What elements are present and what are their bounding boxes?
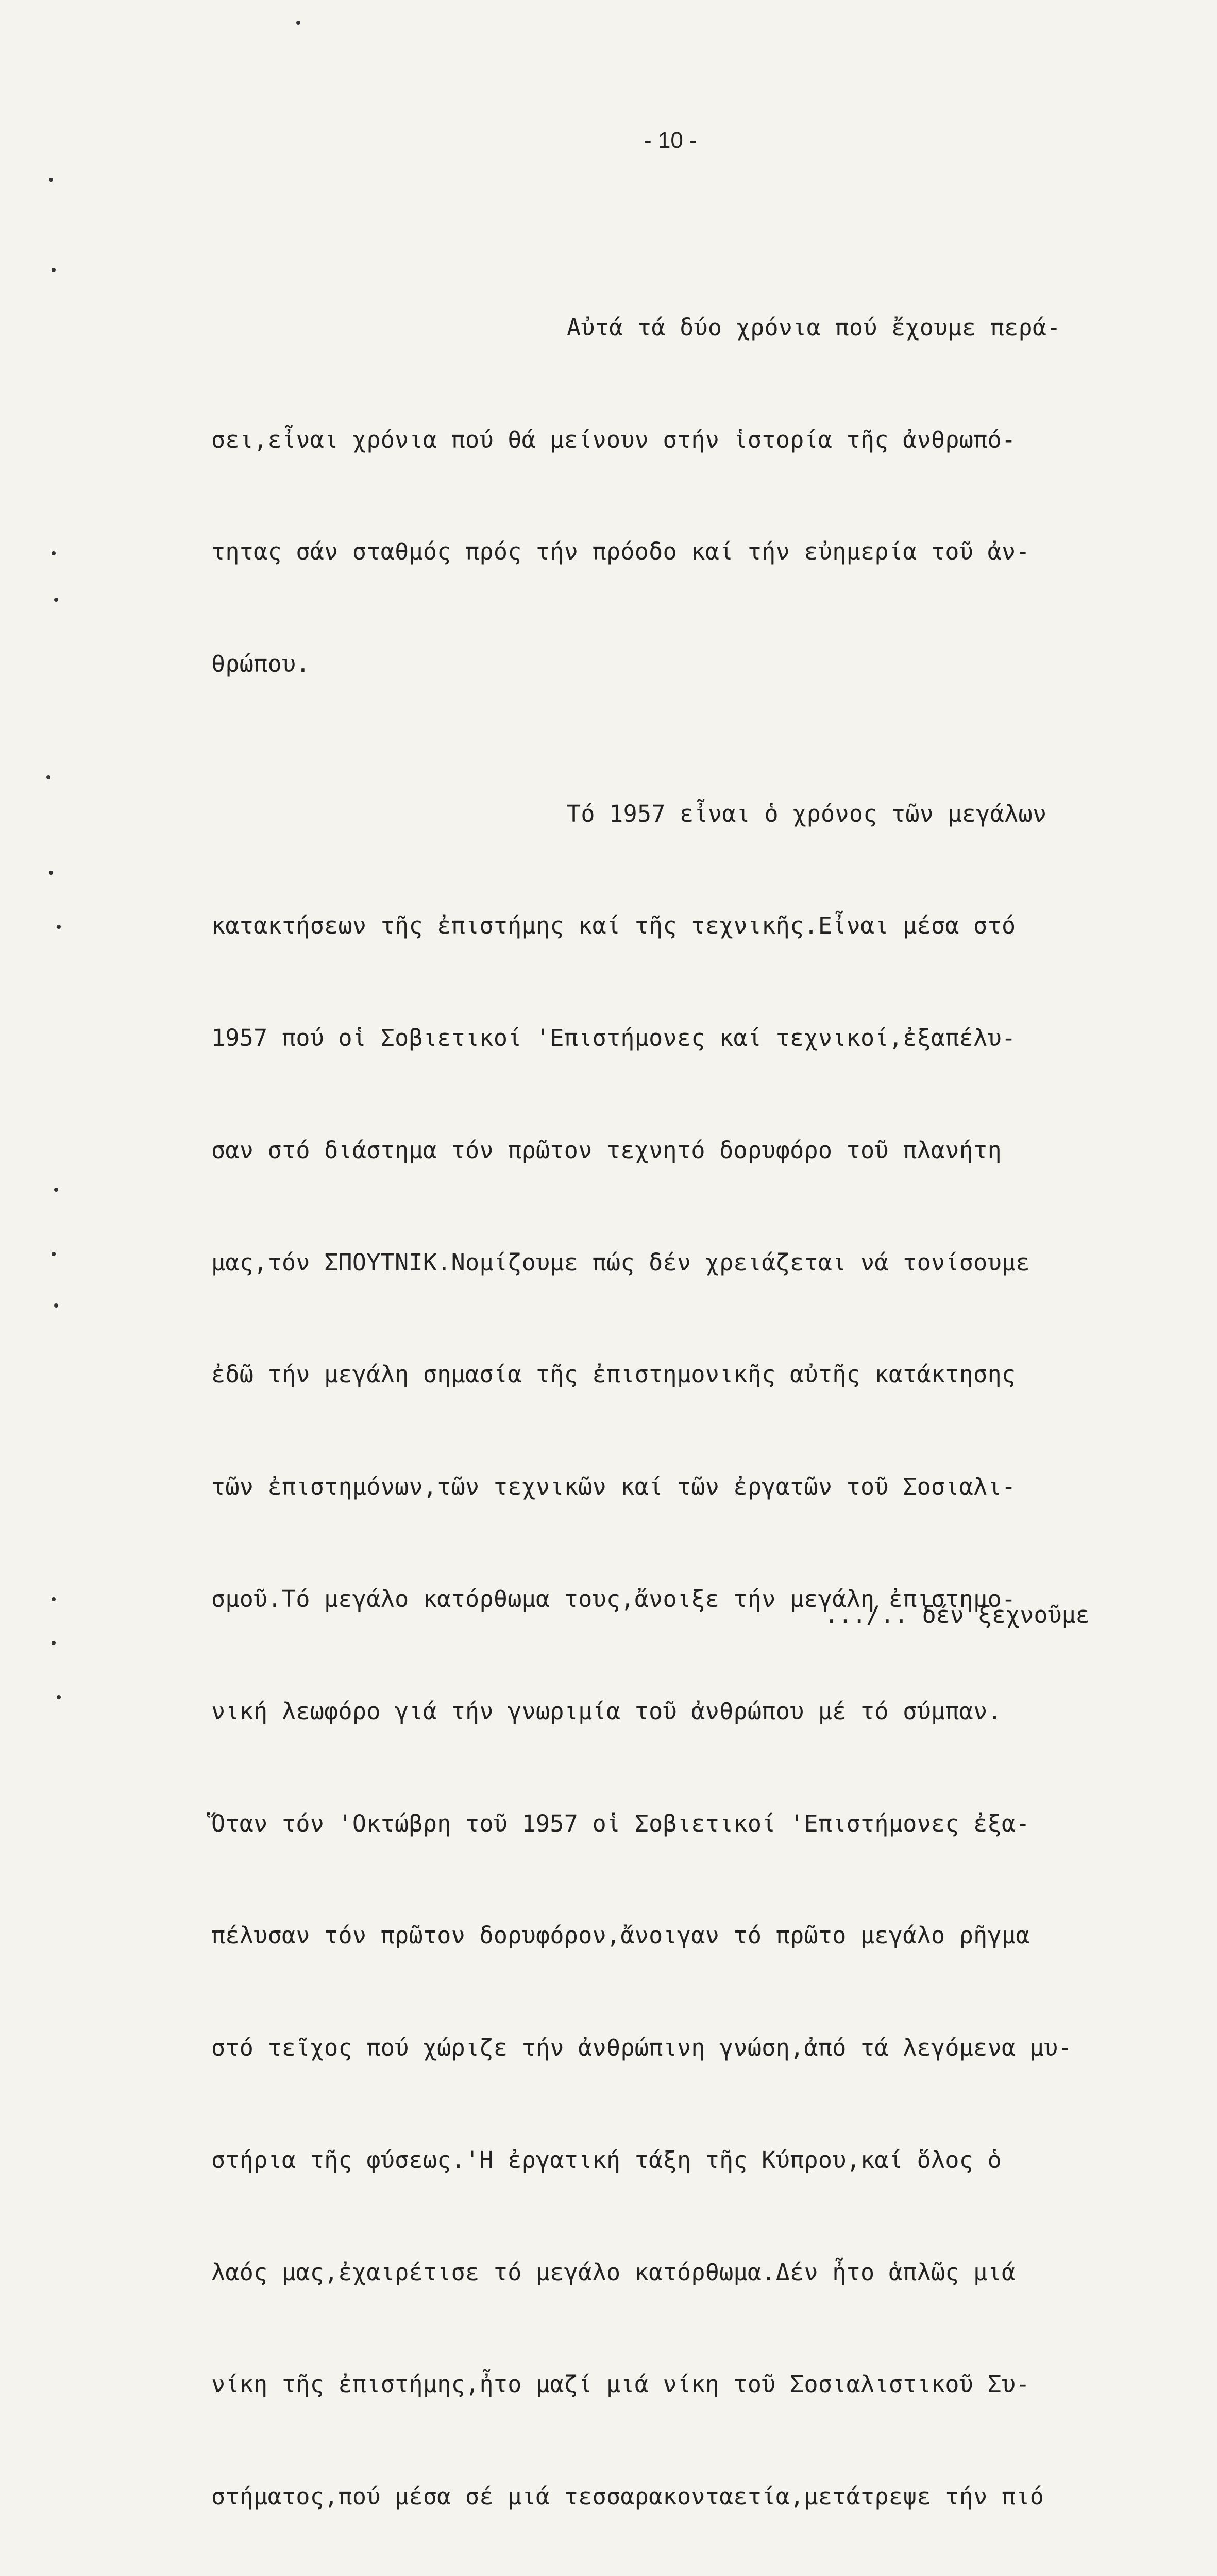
text-line: στό τεῖχος πού χώριζε τήν ἀνθρώπινη γνώση,ἀπό τά λεγόμενα μυ- <box>211 2034 1072 2062</box>
body-text <box>211 197 1139 2576</box>
scan-speck <box>54 1188 58 1192</box>
scan-speck <box>57 1695 61 1699</box>
text-line: 1957 πού οἱ Σοβιετικοί 'Επιστήμονες καί τεχνικοί,ἐξαπέλυ- <box>211 1024 1016 1052</box>
scan-speck <box>52 1597 56 1601</box>
text-line: τητας σάν σταθμός πρός τήν πρόοδο καί τήν εὐημερία τοῦ ἀν- <box>211 538 1030 566</box>
text-line: ἐδῶ τήν μεγάλη σημασία τῆς ἐπιστημονικῆς αὐτῆς κατάκτησης <box>211 1361 1016 1388</box>
text-line: σαν στό διάστημα τόν πρῶτον τεχνητό δορυφόρο τοῦ πλανήτη <box>211 1136 1002 1164</box>
scan-speck <box>57 925 61 929</box>
scan-speck <box>52 1641 56 1645</box>
text-line: Τό 1957 εἶναι ὁ χρόνος τῶν μεγάλων <box>567 800 1047 827</box>
scan-speck <box>52 1252 56 1256</box>
text-line: στήρια τῆς φύσεως.'Η ἐργατική τάξη τῆς Κύπρου,καί ὅλος ὁ <box>211 2146 1002 2174</box>
text-line: τῶν ἐπιστημόνων,τῶν τεχνικῶν καί τῶν ἐργατῶν τοῦ Σοσιαλι- <box>211 1473 1016 1501</box>
page-number: - 10 - <box>644 128 697 153</box>
text-line: πέλυσαν τόν πρῶτον δορυφόρον,ἄνοιγαν τό πρῶτο μεγάλο ρῆγμα <box>211 1922 1030 1950</box>
scan-speck <box>49 178 53 182</box>
text-line: σει,εἶναι χρόνια πού θά μείνουν στήν ἱστορία τῆς ἀνθρωπό- <box>211 426 1016 453</box>
scan-speck <box>52 268 56 272</box>
text-line: Ὅταν τόν 'Οκτώβρη τοῦ 1957 οἱ Σοβιετικοί 'Επιστήμονες ἐξα- <box>211 1809 1030 1837</box>
text-line: θρώπου. <box>211 650 310 678</box>
text-line: στήματος,πού μέσα σέ μιά τεσσαρακονταετία,μετάτρεψε τήν πιό <box>211 2483 1044 2511</box>
text-line: κατακτήσεων τῆς ἐπιστήμης καί τῆς τεχνικῆς.Εἶναι μέσα στό <box>211 912 1016 940</box>
text-line: μας,τόν ΣΠΟΥΤΝΙΚ.Νομίζουμε πώς δέν χρειάζεται νά τονίσουμε <box>211 1248 1030 1276</box>
text-line: νική λεωφόρο γιά τήν γνωριμία τοῦ ἀνθρώπου μέ τό σύμπαν. <box>211 1697 1002 1725</box>
scan-speck <box>49 871 53 875</box>
continuation-marker: .../.. δέν ξεχνοῦμε <box>824 1601 1090 1629</box>
scan-speck <box>52 551 56 555</box>
text-line: λαός μας,ἐχαιρέτισε τό μεγάλο κατόρθωμα.Δέν ἦτο ἁπλῶς μιά <box>211 2258 1016 2286</box>
scan-speck <box>54 598 58 602</box>
text-line: σμοῦ.Τό μεγάλο κατόρθωμα τους,ἄνοιξε τήν μεγάλη ἐπιστημο- <box>211 1585 1016 1613</box>
text-line: Αὐτά τά δύο χρόνια πού ἔχουμε περά- <box>567 313 1061 341</box>
scan-speck <box>54 1303 58 1308</box>
scan-speck <box>296 21 300 25</box>
scan-speck <box>46 775 50 779</box>
text-line: νίκη τῆς ἐπιστήμης,ἦτο μαζί μιά νίκη τοῦ Σοσιαλιστικοῦ Συ- <box>211 2370 1030 2398</box>
